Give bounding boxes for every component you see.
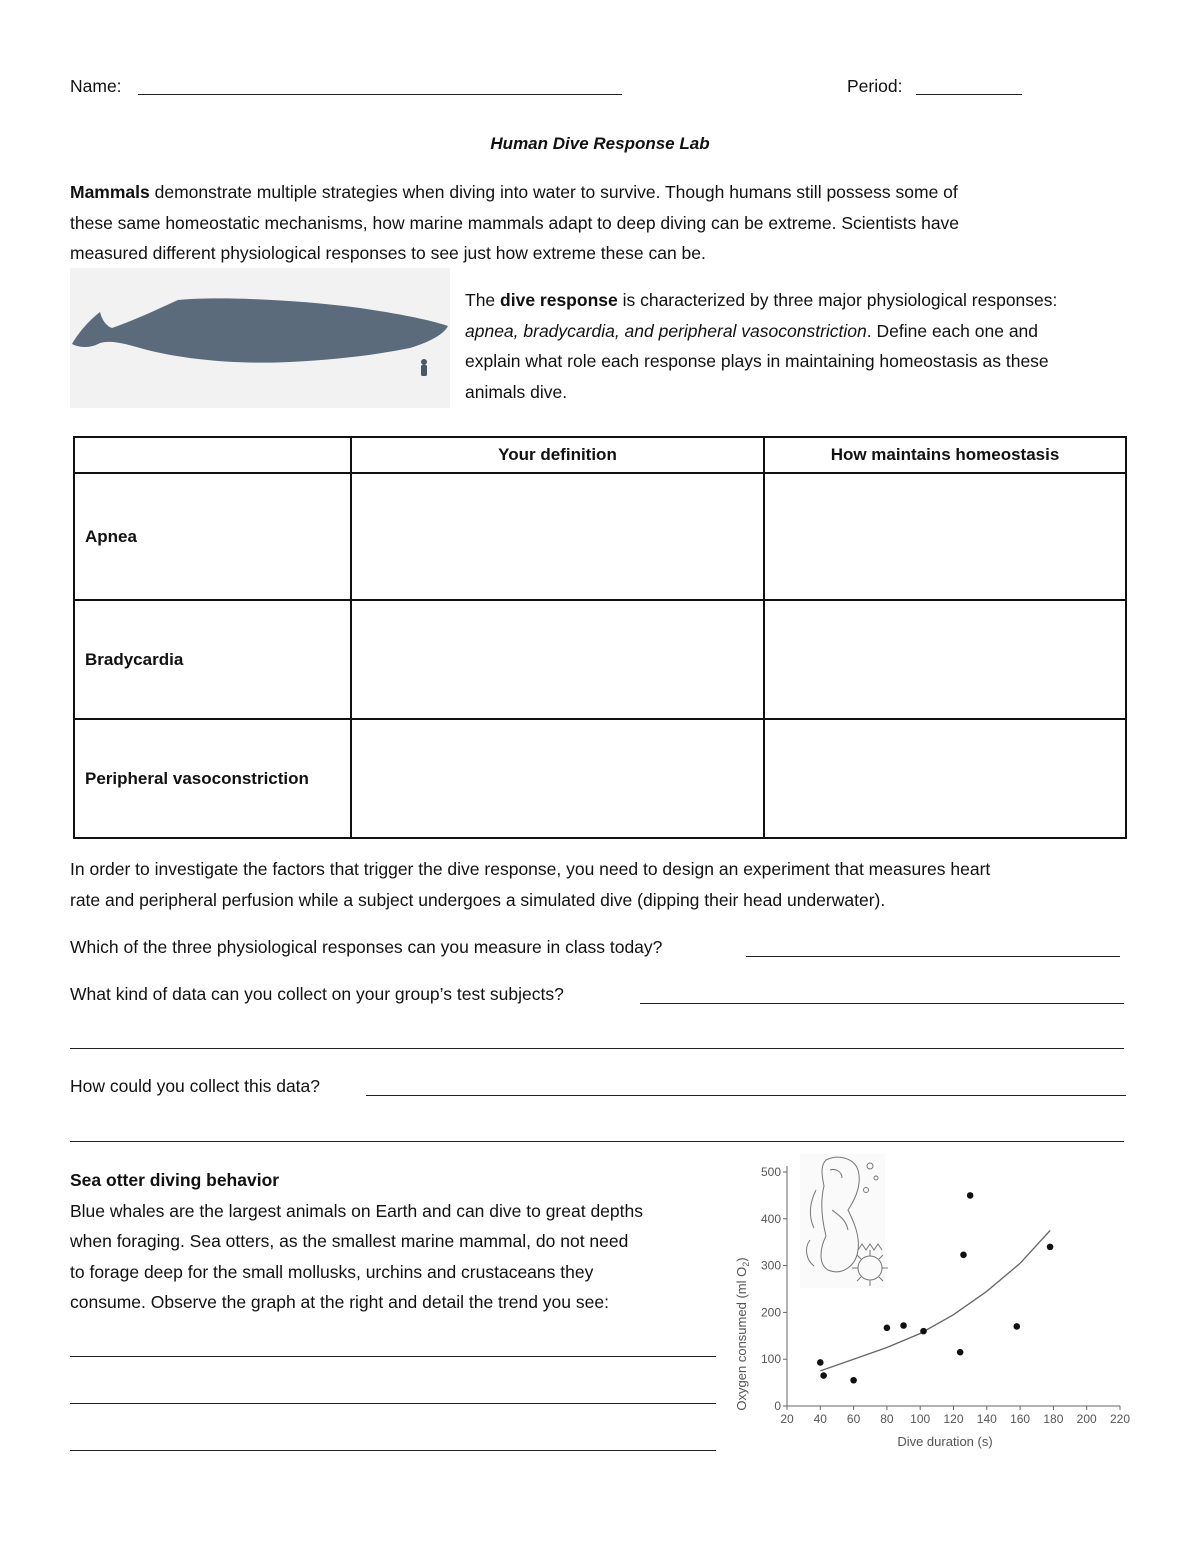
otter-line2: when foraging. Sea otters, as the smallest marine mammal, do not need bbox=[70, 1231, 629, 1251]
x-tick-label: 220 bbox=[1109, 1412, 1131, 1426]
experiment-line1: In order to investigate the factors that trigger the dive response, you need to design an experiment that measures heart bbox=[70, 859, 991, 879]
trend-answer-line-3[interactable] bbox=[70, 1450, 716, 1451]
name-blank[interactable] bbox=[138, 94, 622, 95]
chart-y-label-end: ) bbox=[734, 1257, 749, 1262]
data-point bbox=[850, 1377, 857, 1384]
dive-line3: explain what role each response plays in maintaining homeostasis as these bbox=[465, 351, 1049, 371]
trend-answer-line-2[interactable] bbox=[70, 1403, 716, 1404]
otter-paragraph bbox=[70, 1165, 730, 1318]
vasoconstriction-homeostasis-cell[interactable] bbox=[764, 719, 1126, 838]
vasoconstriction-definition-cell[interactable] bbox=[351, 719, 764, 838]
dive-paragraph bbox=[465, 285, 1145, 407]
question-1: Which of the three physiological responses can you measure in class today? bbox=[70, 937, 663, 957]
table-header-definition: Your definition bbox=[351, 437, 764, 473]
answer-3-line[interactable] bbox=[366, 1095, 1126, 1096]
trend-answer-line-1[interactable] bbox=[70, 1356, 716, 1357]
table-row bbox=[74, 719, 1126, 838]
chart-y-label-main: Oxygen consumed (ml O bbox=[734, 1266, 749, 1411]
apnea-definition-cell[interactable] bbox=[351, 473, 764, 600]
answer-1-line[interactable] bbox=[746, 956, 1120, 957]
page-title: Human Dive Response Lab bbox=[490, 134, 710, 153]
otter-line1: Blue whales are the largest animals on Earth and can dive to great depths bbox=[70, 1200, 643, 1221]
dive-suffix2: . Define each one and bbox=[866, 320, 1039, 341]
table-header-blank bbox=[74, 437, 351, 473]
x-tick-label: 180 bbox=[1043, 1412, 1064, 1426]
apnea-homeostasis-cell[interactable] bbox=[764, 473, 1126, 600]
period-label: Period: bbox=[847, 76, 903, 96]
y-tick-label: 300 bbox=[760, 1258, 781, 1273]
intro-line3: measured different physiological responses to see just how extreme these can be. bbox=[70, 243, 706, 263]
table-header-homeostasis: How maintains homeostasis bbox=[764, 437, 1126, 473]
data-point bbox=[920, 1328, 927, 1335]
x-tick-label: 40 bbox=[813, 1412, 827, 1426]
x-tick-label: 160 bbox=[1010, 1412, 1031, 1426]
data-point bbox=[817, 1359, 824, 1366]
answer-2-line[interactable] bbox=[640, 1003, 1124, 1004]
table-header-row bbox=[74, 437, 1126, 473]
dive-line4: animals dive. bbox=[465, 381, 568, 402]
bradycardia-definition-cell[interactable] bbox=[351, 600, 764, 719]
row-label-vasoconstriction: Peripheral vasoconstriction bbox=[74, 719, 351, 838]
data-point bbox=[960, 1252, 967, 1259]
y-tick-label: 400 bbox=[760, 1211, 781, 1226]
x-tick-label: 120 bbox=[943, 1412, 964, 1426]
data-point bbox=[967, 1192, 974, 1199]
intro-line2: these same homeostatic mechanisms, how marine mammals adapt to deep diving can be extreme. Scientists have bbox=[70, 212, 960, 233]
intro-paragraph bbox=[70, 177, 1140, 269]
data-point bbox=[957, 1349, 964, 1356]
x-tick-label: 100 bbox=[910, 1412, 931, 1426]
otter-line3: to forage deep for the small mollusks, urchins and crustaceans they bbox=[70, 1261, 594, 1282]
x-tick-label: 200 bbox=[1076, 1412, 1097, 1426]
answer-2-line-b[interactable] bbox=[70, 1048, 1124, 1049]
bradycardia-homeostasis-cell[interactable] bbox=[764, 600, 1126, 719]
y-tick-label: 500 bbox=[760, 1165, 781, 1179]
experiment-line2: rate and peripheral perfusion while a subject undergoes a simulated dive (dipping their head underwater). bbox=[70, 889, 886, 910]
whale-silhouette-icon bbox=[70, 268, 450, 408]
x-tick-label: 60 bbox=[846, 1412, 861, 1426]
experiment-paragraph bbox=[70, 854, 1150, 915]
data-point bbox=[820, 1372, 827, 1379]
chart-y-label bbox=[734, 1257, 751, 1410]
row-label-bradycardia: Bradycardia bbox=[74, 600, 351, 719]
question-2: What kind of data can you collect on your group’s test subjects? bbox=[70, 984, 564, 1004]
dive-bold: dive response bbox=[500, 290, 618, 310]
y-tick-label: 200 bbox=[760, 1305, 781, 1320]
x-tick-label: 140 bbox=[976, 1412, 997, 1426]
otter-line4: consume. Observe the graph at the right and detail the trend you see: bbox=[70, 1292, 609, 1312]
response-table bbox=[73, 436, 1127, 839]
whale-image bbox=[70, 268, 450, 408]
intro-bold-word: Mammals bbox=[70, 182, 150, 202]
dive-italic-terms: apnea, bradycardia, and peripheral vasoconstriction bbox=[465, 320, 867, 341]
data-point bbox=[1047, 1244, 1054, 1251]
table-row bbox=[74, 600, 1126, 719]
row-label-apnea: Apnea bbox=[74, 473, 351, 600]
intro-line1: demonstrate multiple strategies when diving into water to survive. Though humans still possess some of bbox=[149, 182, 958, 202]
dive-prefix: The bbox=[465, 290, 501, 310]
name-label: Name: bbox=[70, 76, 122, 96]
x-tick-label: 80 bbox=[880, 1412, 894, 1426]
sea-otter-sketch-icon bbox=[800, 1154, 888, 1288]
dive-suffix1: is characterized by three major physiological responses: bbox=[617, 290, 1058, 310]
oxygen-dive-chart bbox=[730, 1150, 1140, 1460]
x-tick-label: 20 bbox=[780, 1412, 794, 1426]
data-point bbox=[1013, 1323, 1020, 1330]
answer-3-line-b[interactable] bbox=[70, 1141, 1124, 1142]
data-point bbox=[900, 1322, 907, 1329]
data-point bbox=[884, 1325, 891, 1332]
chart-x-label: Dive duration (s) bbox=[897, 1434, 993, 1449]
table-row bbox=[74, 473, 1126, 600]
period-blank[interactable] bbox=[916, 94, 1022, 95]
y-tick-label: 100 bbox=[760, 1352, 781, 1367]
otter-heading: Sea otter diving behavior bbox=[70, 1170, 280, 1190]
question-3: How could you collect this data? bbox=[70, 1076, 320, 1096]
chart-y-label-sub: 2 bbox=[741, 1261, 751, 1267]
y-tick-label: 0 bbox=[774, 1399, 781, 1413]
